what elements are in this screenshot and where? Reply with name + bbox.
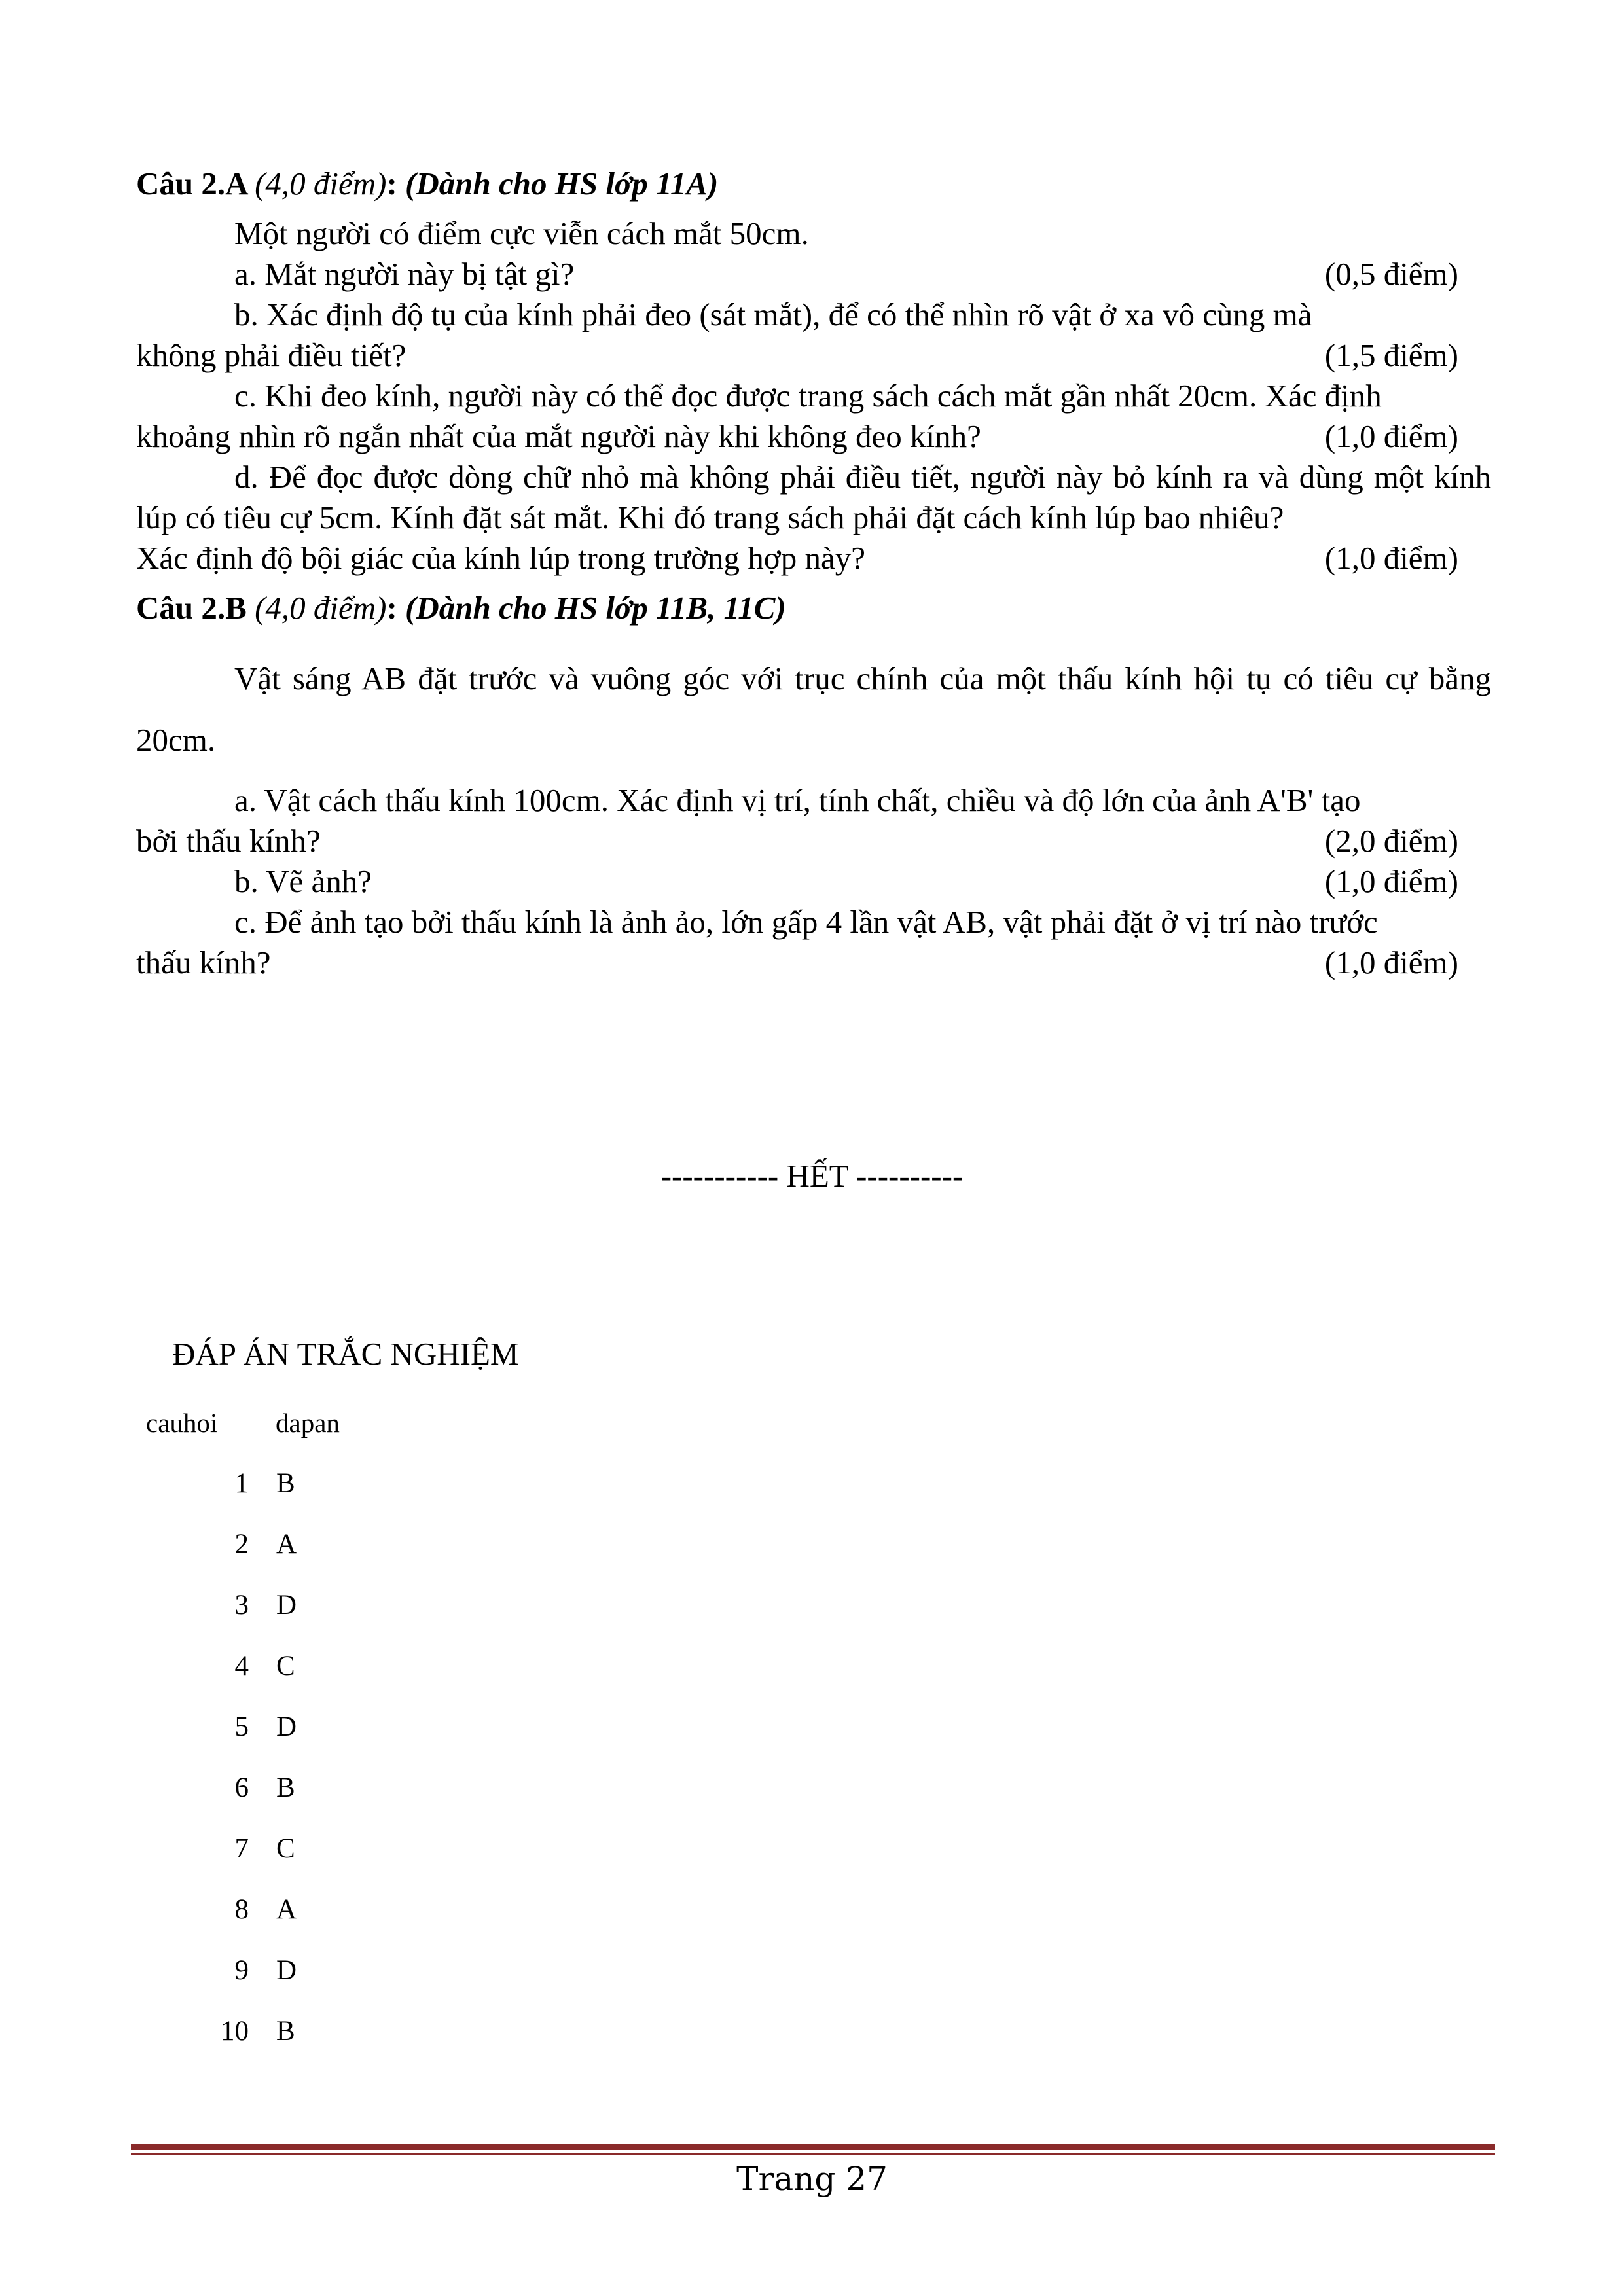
end-marker: ----------- HẾT ---------- <box>660 1158 964 1194</box>
answer-key-question-number: 4 <box>234 1651 249 1681</box>
question-2a-intro: Một người có điểm cực viễn cách mắt 50cm. <box>234 215 809 251</box>
footer-rule-thick <box>131 2144 1495 2150</box>
question-2b-intro: Vật sáng AB đặt trước và vuông góc với trục chính của một thấu kính hội tụ có tiêu cự bằng 20cm. <box>136 660 1491 758</box>
answer-key-question-number: 6 <box>234 1772 249 1803</box>
exam-content <box>136 164 1491 983</box>
answer-key-answer: B <box>276 1468 295 1499</box>
question-2a-part-a <box>136 254 1491 295</box>
question-2b-part-b-score: (1,0 điểm) <box>1324 863 1458 899</box>
question-2b-part-c-line2: thấu kính? <box>136 944 271 980</box>
answer-key-question-number: 7 <box>234 1833 249 1864</box>
question-2a-heading <box>136 164 1491 204</box>
question-2b-part-b <box>136 861 1491 902</box>
page-number: Trang 27 <box>736 2160 888 2198</box>
answer-key-answer: B <box>276 1772 295 1803</box>
question-2b-colon: : <box>386 590 397 626</box>
answer-key-question-number: 8 <box>234 1894 249 1925</box>
question-2b-part-c-line1: c. Để ảnh tạo bởi thấu kính là ảnh ảo, lớn gấp 4 lần vật AB, vật phải đặt ở vị trí nào trước <box>234 904 1378 940</box>
answer-key-answer: D <box>276 1590 297 1621</box>
question-2a-part-d-line1: d. Để đọc được dòng chữ nhỏ mà không phải điều tiết, người này bỏ kính ra và dùng một kính lúp có tiêu cự 5cm. Kính đặt sát mắt. Khi đó trang sách phải đặt cách kính lúp bao nhiêu? <box>136 459 1491 535</box>
question-2b-part-a-line1: a. Vật cách thấu kính 100cm. Xác định vị trí, tính chất, chiều và độ lớn của ảnh A'B' tạo <box>234 782 1361 818</box>
answer-key-answer: A <box>276 1529 297 1560</box>
question-2a-part-d-line2: Xác định độ bội giác của kính lúp trong trường hợp này? <box>136 540 865 576</box>
question-2a-part-c <box>136 416 1491 457</box>
question-2a-part-d-score: (1,0 điểm) <box>1324 540 1458 576</box>
question-2a-part-b-line2: không phải điều tiết? <box>136 337 406 373</box>
question-2a-part-b-score: (1,5 điểm) <box>1324 337 1458 373</box>
question-2a-points: (4,0 điểm) <box>255 166 387 202</box>
question-2b-part-b-text: b. Vẽ ảnh? <box>234 863 372 899</box>
question-2b-part-a-line2: bởi thấu kính? <box>136 823 321 859</box>
answer-key-answer: D <box>276 1712 297 1742</box>
question-2b-heading <box>136 588 1491 628</box>
question-2a-part-b <box>136 335 1491 376</box>
answer-key-title: ĐÁP ÁN TRẮC NGHIỆM <box>172 1336 519 1372</box>
question-2b-part-c <box>136 942 1491 983</box>
answer-key-question-number: 9 <box>234 1955 249 1986</box>
answer-key-answer: A <box>276 1894 297 1925</box>
question-2a-part-c-line1: c. Khi đeo kính, người này có thể đọc được trang sách cách mắt gần nhất 20cm. Xác định <box>234 378 1382 414</box>
answer-key-question-number: 2 <box>234 1529 249 1560</box>
answer-key-answer: C <box>276 1651 295 1681</box>
answer-key-question-number: 1 <box>234 1468 249 1499</box>
answer-key-question-number: 10 <box>221 2016 249 2047</box>
question-2b-part-a <box>136 821 1491 861</box>
question-2b-audience: (Dành cho HS lớp 11B, 11C) <box>405 590 786 626</box>
answer-key-column-answer: dapan <box>276 1408 340 1438</box>
answer-key-column-question: cauhoi <box>146 1408 218 1438</box>
answer-key-answer: D <box>276 1955 297 1986</box>
question-2b-label: Câu 2.B <box>136 590 247 626</box>
question-2a-colon: : <box>386 166 397 202</box>
answer-key-question-number: 3 <box>234 1590 249 1621</box>
question-2b-part-a-score: (2,0 điểm) <box>1324 823 1458 859</box>
question-2a-part-a-score: (0,5 điểm) <box>1324 256 1458 292</box>
question-2a-part-c-line2: khoảng nhìn rõ ngắn nhất của mắt người này khi không đeo kính? <box>136 418 981 454</box>
question-2a-audience: (Dành cho HS lớp 11A) <box>405 166 719 202</box>
question-2a-part-c-score: (1,0 điểm) <box>1324 418 1458 454</box>
answer-key-answer: B <box>276 2016 295 2047</box>
answer-key-question-number: 5 <box>234 1712 249 1742</box>
footer-rule-thin <box>131 2153 1495 2155</box>
question-2a-label: Câu 2.A <box>136 166 247 202</box>
question-2b-points: (4,0 điểm) <box>255 590 387 626</box>
question-2a-part-d <box>136 538 1491 579</box>
question-2a-part-a-text: a. Mắt người này bị tật gì? <box>234 256 575 292</box>
question-2b-part-c-score: (1,0 điểm) <box>1324 944 1458 980</box>
answer-key-answer: C <box>276 1833 295 1864</box>
question-2a-part-b-line1: b. Xác định độ tụ của kính phải đeo (sát mắt), để có thể nhìn rõ vật ở xa vô cùng mà <box>234 296 1312 332</box>
